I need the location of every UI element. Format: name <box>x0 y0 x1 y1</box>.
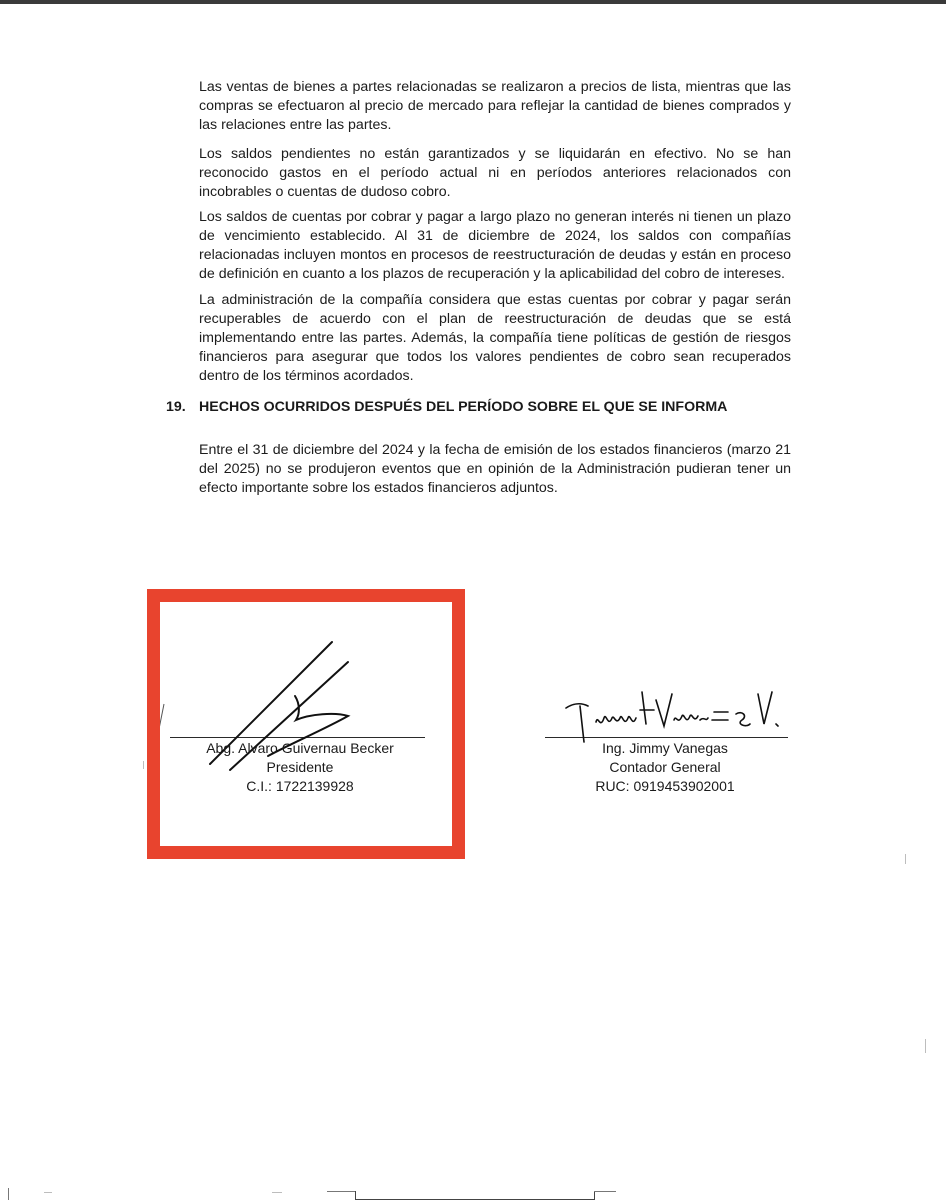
scan-mark <box>143 761 144 769</box>
scan-mark <box>594 1191 616 1192</box>
left-signer-role: Presidente <box>266 759 334 775</box>
scan-mark <box>594 1191 595 1200</box>
scan-mark <box>272 1192 282 1193</box>
right-signer-id: RUC: 0919453902001 <box>595 778 735 794</box>
left-signer-name: Abg. Alvaro Guivernau Becker <box>206 740 394 756</box>
section-number: 19. <box>166 399 186 415</box>
scan-mark <box>327 1191 355 1192</box>
right-handwritten-signature <box>560 686 790 746</box>
section-body: Entre el 31 de diciembre del 2024 y la fecha de emisión de los estados financieros (marzo 21 del 2025) no se produjeron eventos que en opinión de la Administración pudieran tener un efecto importante sobre los estados financieros adjuntos. <box>199 442 791 496</box>
section-title: HECHOS OCURRIDOS DESPUÉS DEL PERÍODO SOBRE EL QUE SE INFORMA <box>199 399 728 415</box>
paragraph-pending-balances: Los saldos pendientes no están garantizados y se liquidarán en efectivo. No se han reconocido gastos en el período actual ni en períodos anteriores relacionados con incobrables o cuentas de dudoso cobro. <box>199 146 791 200</box>
scan-mark <box>8 1188 9 1200</box>
left-signer-id: C.I.: 1722139928 <box>246 778 354 794</box>
paragraph-long-term-balances: Los saldos de cuentas por cobrar y pagar a largo plazo no generan interés ni tienen un plazo de vencimiento establecido. Al 31 de diciembre de 2024, los saldos con compañías relacionadas incluyen montos en procesos de reestructuración de deudas y están en proceso de definición en cuanto a los plazos de recuperación y la aplicabilidad del cobro de intereses. <box>199 209 791 282</box>
right-signer-role: Contador General <box>609 759 721 775</box>
page-bottom-edge <box>0 1185 946 1200</box>
paragraph-management-opinion: La administración de la compañía considera que estas cuentas por cobrar y pagar serán recuperables de acuerdo con el plan de reestructuración de deudas que se está implementando entre las partes. Además, la compañía tiene políticas de gestión de riesgos financieros para asegurar que todos los valores pendientes de cobro sean recuperados dentro de los términos acordados. <box>199 292 791 384</box>
document-page <box>0 4 946 1200</box>
section-heading <box>166 398 786 417</box>
paragraph-related-sales: Las ventas de bienes a partes relacionadas se realizaron a precios de lista, mientras que las compras se efectuaron al precio de mercado para reflejar la cantidad de bienes comprados y las relaciones entre las partes. <box>199 79 791 133</box>
scan-mark <box>44 1192 52 1193</box>
highlight-box <box>147 589 465 859</box>
right-signer-name: Ing. Jimmy Vanegas <box>602 740 728 756</box>
right-signer-info <box>525 739 805 796</box>
scan-mark <box>905 854 906 864</box>
scan-mark <box>925 1039 926 1053</box>
